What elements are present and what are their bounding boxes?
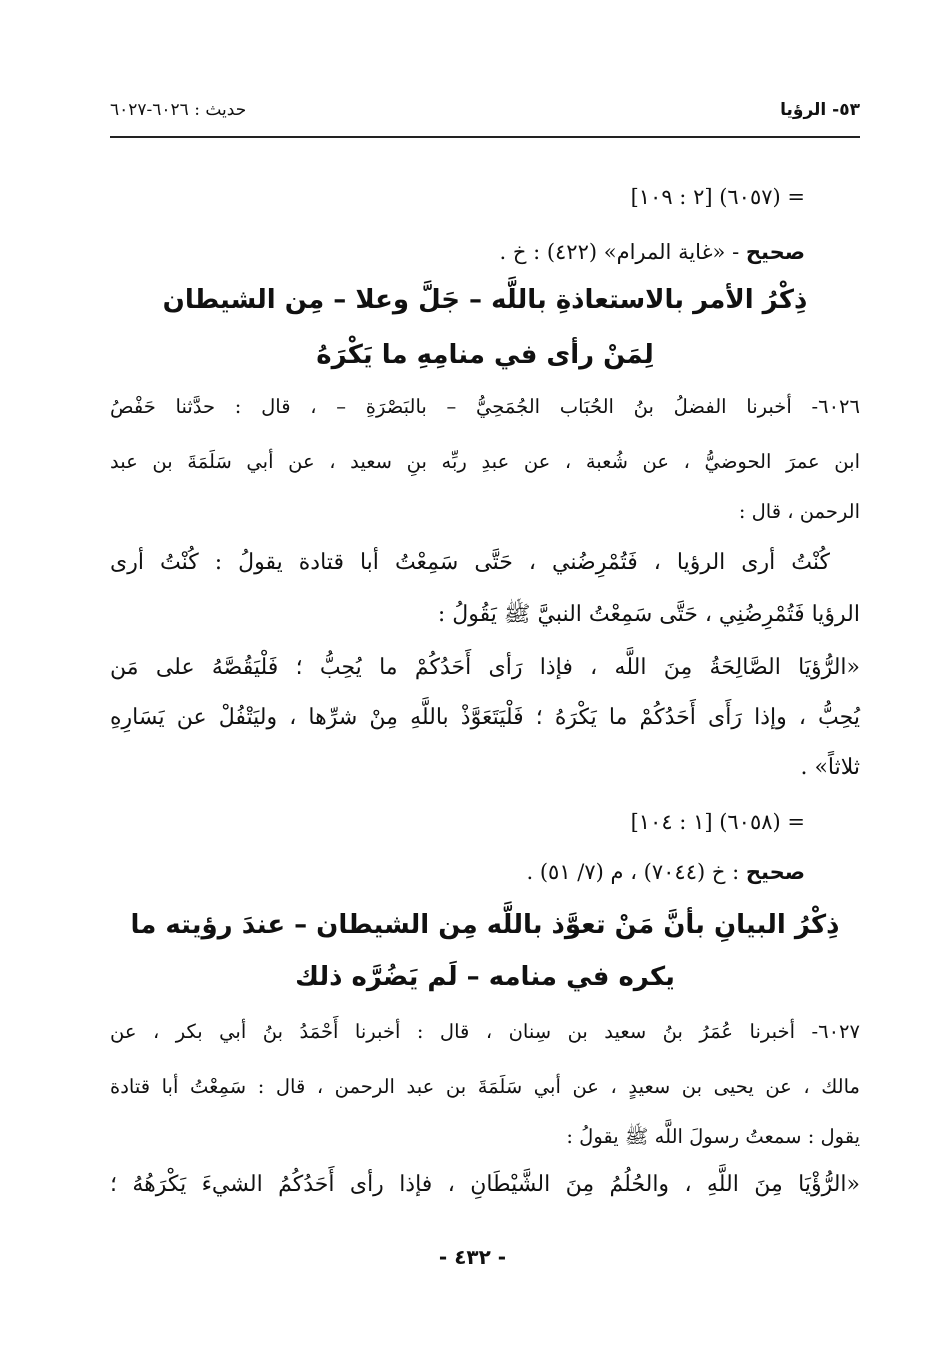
grading (527, 860, 806, 884)
grade-source: - «غاية المرام» (٤٢٢) : خ . (499, 240, 740, 264)
matn-line: «الرُّؤْيَا مِنَ اللَّهِ ، والحُلُمُ مِنَ الشَّيْطَانِ ، فإذا رأى أَحَدُكُمُ الشيءَ يَكْرَهُهُ ؛ (110, 1172, 860, 1197)
isnad-line: مالك ، عن يحيى بن سعيدٍ ، عن أبي سَلَمَةَ بن عبد الرحمن ، قال : سَمِعْتُ أبا قتادة (110, 1075, 860, 1098)
isnad-line: ٦٠٢٦- أخبرنا الفضلُ بنُ الحُبَاب الجُمَحِيُّ – بالبَصْرَةِ – ، قال : حدَّثنا حَفْصُ (110, 395, 860, 418)
isnad-line: الرحمن ، قال : (738, 500, 860, 523)
matn-line: الرؤيا فَتُمْرِضُنِي ، حَتَّى سَمِعْتُ النبيَّ ﷺ يَقُولُ : (437, 602, 860, 627)
chapter-heading-line: ذِكْرُ الأمر بالاستعاذةِ باللَّه – جَلَّ وعلا – مِن الشيطان (162, 285, 808, 315)
chapter-title: ٥٣- الرؤيا (780, 100, 860, 120)
matn-line: «الرُّؤيَا الصَّالِحَةُ مِنَ اللَّه ، فإذا رَأى أَحَدُكُمْ ما يُحِبُّ ؛ فَلْيَقُصَّهُ على مَن (110, 655, 860, 680)
grade-label: صحيح (745, 860, 805, 884)
grade-label: صحيح (745, 240, 805, 264)
isnad-line: ٦٠٢٧- أخبرنا عُمَرُ بنُ سعيد بن سِنان ، قال : أخبرنا أَحْمَدُ بنُ أبي بكر ، عن (110, 1020, 860, 1043)
running-header (110, 96, 860, 138)
chapter-heading-line: لِمَنْ رأى في منامِهِ ما يَكْرَهُ (316, 340, 654, 370)
isnad-line: ابن عمرَ الحوضيُّ ، عن شُعبة ، عن عبدِ ربِّه بنِ سعيد ، عن أبي سَلَمَةَ بن عبد (110, 450, 860, 473)
grading (500, 240, 806, 264)
cross-reference: = (٦٠٥٧) [٢ : ١٠٩] (630, 185, 805, 209)
matn-line: يُحِبُّ ، وإذا رَأَى أَحَدُكُمْ ما يَكْرَهُ ؛ فَلْيَتَعَوَّذْ باللَّهِ مِنْ شرِّها ، وليَتْفُلْ عن يَسَارِهِ (110, 705, 860, 730)
isnad-line: يقول : سمعتُ رسولَ اللَّه ﷺ يقولُ : (566, 1125, 860, 1148)
matn-line: ثلاثاً» . (800, 755, 860, 780)
chapter-heading-line: يكره في منامه – لَم يَضُرَّه ذلك (295, 962, 675, 992)
hadith-range: حديث : ٦٠٢٦-٦٠٢٧ (110, 100, 247, 120)
grade-source: : خ (٧٠٤٤) ، م (٧/ ٥١) . (526, 860, 740, 884)
matn-line: كُنْتُ أرى الرؤيا ، فَتُمْرِضُني ، حَتَّى سَمِعْتُ أبا قتادة يقولُ : كُنْتُ أرى (110, 550, 830, 575)
page-number: - ٤٣٢ - (438, 1245, 507, 1269)
chapter-heading-line: ذِكْرُ البيانِ بأنَّ مَنْ تعوَّذ باللَّه مِن الشيطان – عندَ رؤيته ما (130, 910, 840, 940)
cross-reference: = (٦٠٥٨) [١ : ١٠٤] (630, 810, 805, 834)
